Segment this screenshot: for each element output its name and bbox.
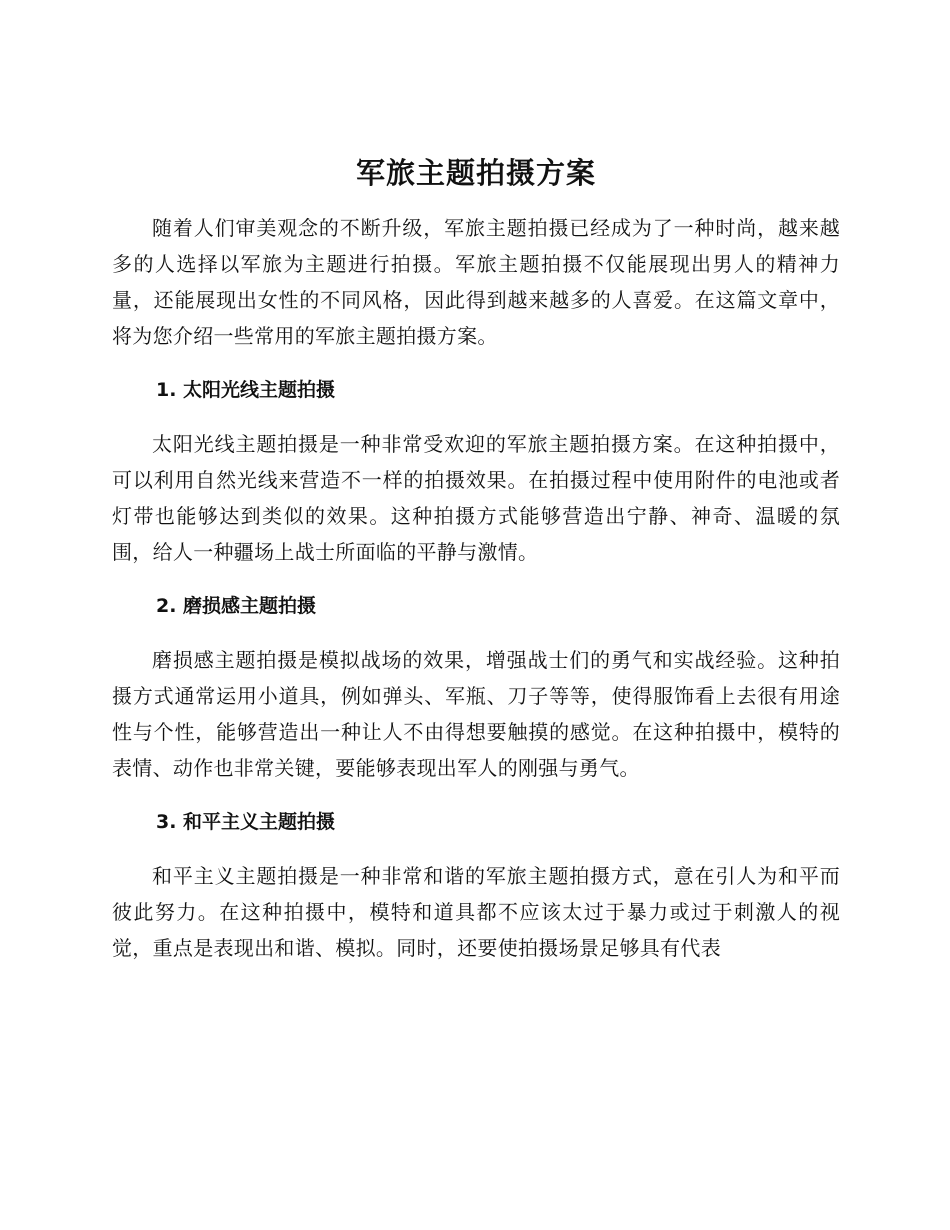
intro-paragraph: 随着人们审美观念的不断升级，军旅主题拍摄已经成为了一种时尚，越来越多的人选择以军旅为主题进行拍摄。军旅主题拍摄不仅能展现出男人的精神力量，还能展现出女性的不同风格，因此得到越来越多的人喜爱。在这篇文章中，将为您介绍一些常用的军旅主题拍摄方案。 — [112, 216, 840, 348]
section-body-worn: 磨损感主题拍摄是模拟战场的效果，增强战士们的勇气和实战经验。这种拍摄方式通常运用小道具，例如弹头、军瓶、刀子等等，使得服饰看上去很有用途性与个性，能够营造出一种让人不由得想要触摸的感觉。在这种拍摄中，模特的表情、动作也非常关键，要能够表现出军人的刚强与勇气。 — [112, 648, 840, 780]
section-heading-worn: 2. 磨损感主题拍摄 — [156, 595, 317, 617]
section-heading-sunlight: 1. 太阳光线主题拍摄 — [156, 379, 336, 401]
section-heading-pacifism: 3. 和平主义主题拍摄 — [156, 811, 336, 833]
section-body-pacifism: 和平主义主题拍摄是一种非常和谐的军旅主题拍摄方式，意在引人为和平而彼此努力。在这种拍摄中，模特和道具都不应该太过于暴力或过于刺激人的视觉，重点是表现出和谐、模拟。同时，还要使拍摄场景足够具有代表 — [112, 864, 840, 960]
section-body-sunlight: 太阳光线主题拍摄是一种非常受欢迎的军旅主题拍摄方案。在这种拍摄中，可以利用自然光线来营造不一样的拍摄效果。在拍摄过程中使用附件的电池或者灯带也能够达到类似的效果。这种拍摄方式能够营造出宁静、神奇、温暖的氛围，给人一种疆场上战士所面临的平静与激情。 — [112, 432, 840, 564]
document-title: 军旅主题拍摄方案 — [355, 156, 596, 190]
